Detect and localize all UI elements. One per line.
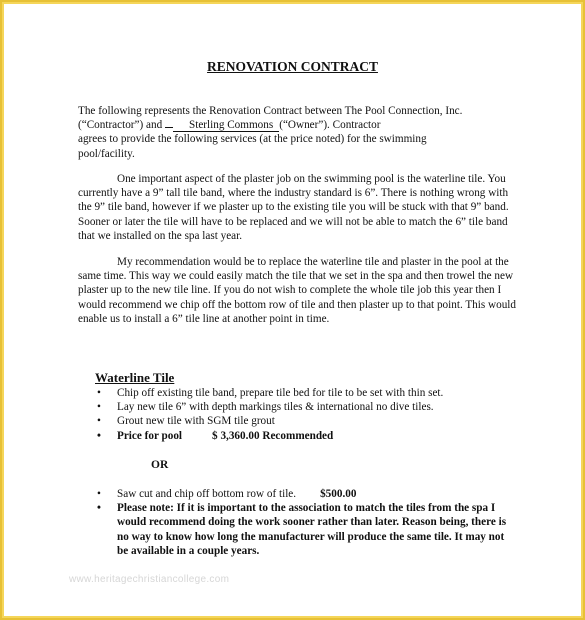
section-title-waterline-tile: Waterline Tile bbox=[95, 370, 175, 385]
bullet-icon: • bbox=[97, 415, 101, 428]
bullet-icon: • bbox=[97, 429, 101, 442]
intro-line-2 bbox=[78, 118, 518, 132]
list-item: • Lay new tile 6” with depth markings tiles & international no dive tiles. bbox=[97, 401, 434, 414]
list-item: • Grout new tile with SGM tile grout bbox=[97, 415, 275, 428]
watermark: www.heritagechristiancollege.com bbox=[69, 574, 230, 585]
alternative-price: $500.00 bbox=[320, 488, 357, 500]
list-item: • Chip off existing tile band, prepare tile bed for tile to be set with thin set. bbox=[97, 387, 444, 399]
alternative-item: • Saw cut and chip off bottom row of tile. $500.00 bbox=[97, 488, 357, 500]
intro-line-3: agrees to provide the following services (at the price noted) for the swimming bbox=[78, 133, 427, 146]
document-page bbox=[4, 4, 581, 616]
owner-name-field: Sterling Commons bbox=[173, 119, 279, 132]
or-label: OR bbox=[151, 459, 169, 471]
bullet-icon: • bbox=[97, 387, 101, 399]
recommendation-paragraph: My recommendation would be to replace the waterline tile and plaster in the pool at the same time. This way we could easily match the tile that we set in the spa and then trowel the new plaster up to the new tile line. If you do not wish to complete the whole tile job this year then I would recommend we chip off the bottom row of tile and then plaster up to that point. This would enable us to install a 6” tile line at another point in time. bbox=[78, 256, 516, 325]
note-item: • Please note: If it is important to the association to match the tiles from the spa I would recommend doing the work sooner rather than later. Reason being, there is no way to know how long the manufacturer will produce the same tile. It may not be available in a couple years. bbox=[97, 502, 507, 557]
alternative-list bbox=[95, 487, 515, 558]
price-value: $ 3,360.00 Recommended bbox=[212, 429, 334, 442]
owner-text: (“Owner”). Contractor bbox=[279, 119, 381, 132]
intro-paragraph bbox=[78, 104, 518, 161]
intro-line-1: The following represents the Renovation Contract between The Pool Connection, Inc. bbox=[78, 105, 463, 117]
bullet-icon: • bbox=[97, 502, 101, 515]
intro-line-4: pool/facility. bbox=[78, 147, 135, 160]
contractor-text: (“Contractor”) and bbox=[78, 119, 165, 132]
service-list bbox=[95, 386, 515, 443]
price-line bbox=[95, 429, 515, 443]
bullet-icon: • bbox=[97, 488, 101, 500]
tile-band-paragraph: One important aspect of the plaster job on the swimming pool is the waterline tile. You currently have a 9” tall tile band, where the industry standard is 6”. There is nothing wrong with the 9” tile band, however if we plaster up to the existing tile you will be stuck with that 9” band. Sooner or later the tile will have to be replaced and we will not be able to match the 6” tile band that we installed on the spa last year. bbox=[78, 173, 509, 242]
document-title: RENOVATION CONTRACT bbox=[207, 59, 378, 74]
bullet-icon: • bbox=[97, 401, 101, 414]
price-label: Price for pool bbox=[117, 429, 183, 442]
